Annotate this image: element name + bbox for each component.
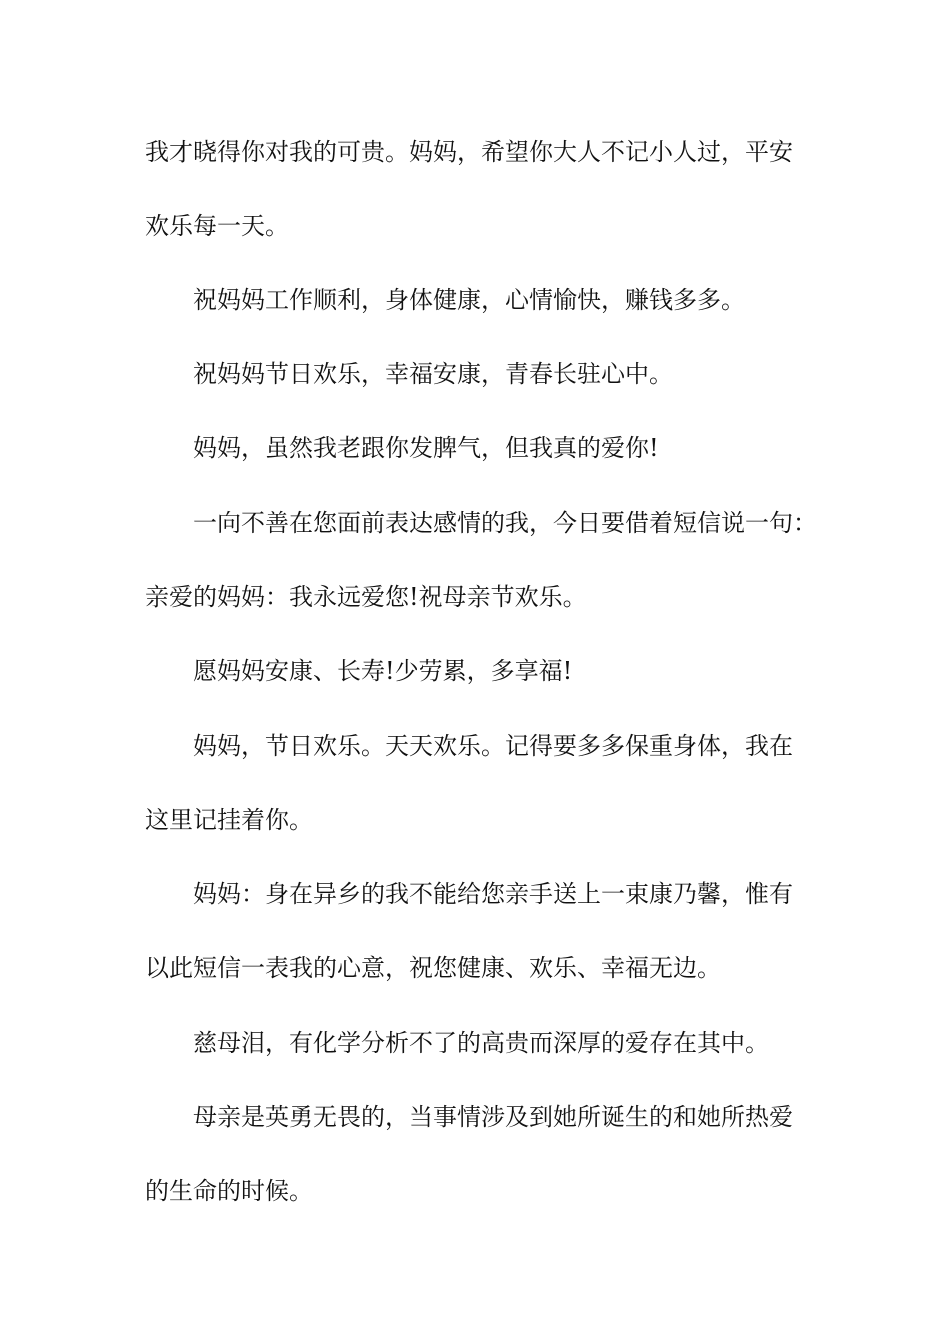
text-line: 亲爱的妈妈：我永远爱您!祝母亲节欢乐。 [145,583,587,611]
paragraph-line: 一向不善在您面前表达感情的我，今日要借着短信说一句： [193,509,817,537]
text-line: 欢乐每一天。 [145,212,289,240]
paragraph-line: 祝妈妈工作顺利，身体健康，心情愉快，赚钱多多。 [193,286,745,314]
text-line: 的生命的时候。 [145,1177,313,1205]
paragraph-line: 慈母泪，有化学分析不了的高贵而深厚的爱存在其中。 [193,1029,769,1057]
paragraph-line: 妈妈，虽然我老跟你发脾气，但我真的爱你! [193,434,659,462]
paragraph-line: 祝妈妈节日欢乐，幸福安康，青春长驻心中。 [193,360,673,388]
paragraph-line: 愿妈妈安康、长寿!少劳累，多享福! [193,657,573,685]
paragraph-line: 母亲是英勇无畏的，当事情涉及到她所诞生的和她所热爱 [193,1103,793,1131]
text-line: 这里记挂着你。 [145,806,313,834]
paragraph-line: 妈妈：身在异乡的我不能给您亲手送上一束康乃馨，惟有 [193,880,793,908]
text-line: 以此短信一表我的心意，祝您健康、欢乐、幸福无边。 [145,954,721,982]
paragraph-line: 妈妈，节日欢乐。天天欢乐。记得要多多保重身体，我在 [193,732,793,760]
text-line: 我才晓得你对我的可贵。妈妈，希望你大人不记小人过，平安 [145,138,793,166]
